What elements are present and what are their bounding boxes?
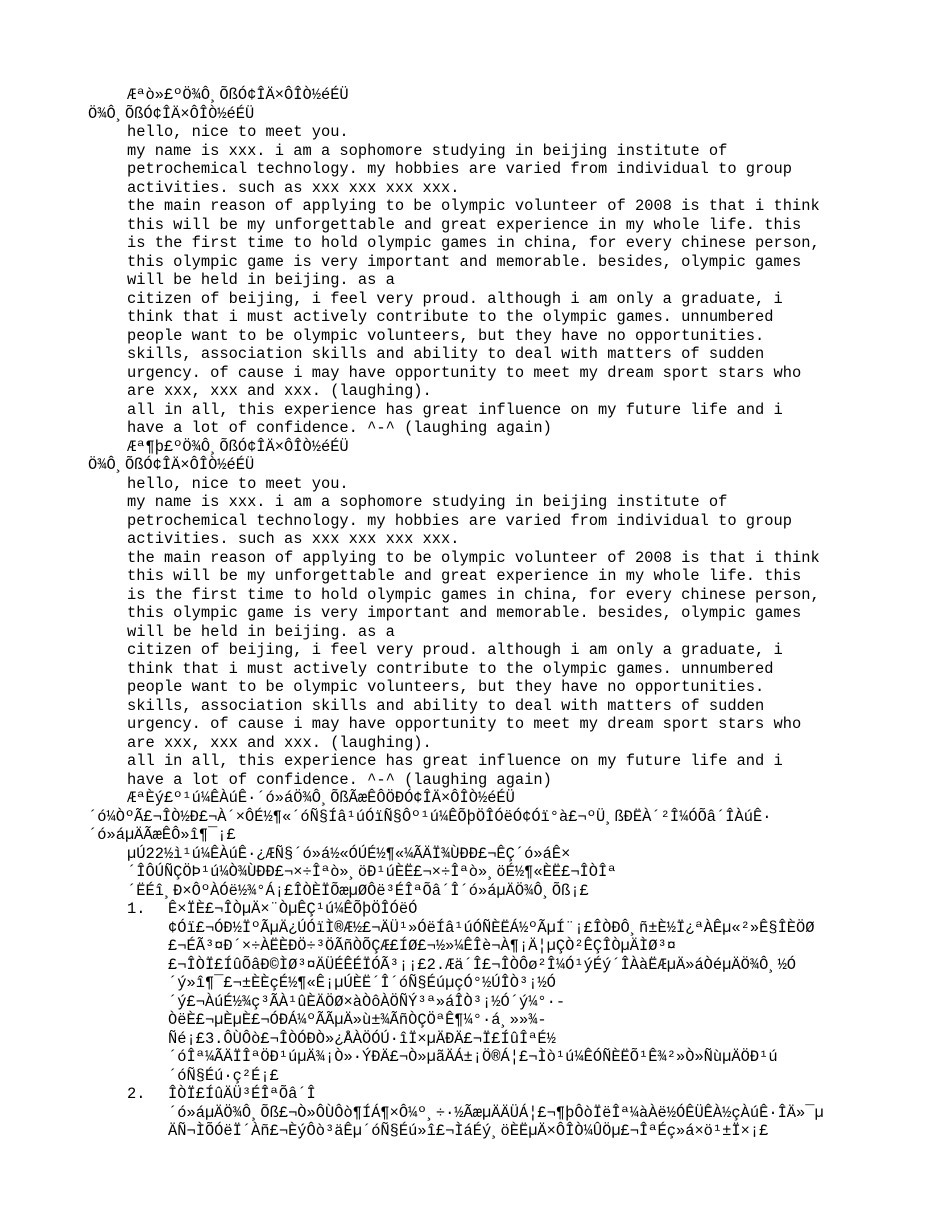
line-text: Æª¶þ£ºÖ¾Ô¸ÕßÓ¢ÎÄ×ÔÎÒ½éÉÜ [127, 437, 349, 456]
text-line [0, 993, 950, 1012]
line-text: citizen of beijing, i feel very proud. although i am only a graduate, i [127, 641, 783, 659]
line-text: Ö¾Ô¸ÕßÓ¢ÎÄ×ÔÎÒ½éÉÜ [88, 456, 255, 474]
line-text: are xxx, xxx and xxx. (laughing). [127, 382, 432, 400]
line-text: this olympic game is very important and memorable. besides, olympic games [127, 252, 802, 271]
text-line [0, 1067, 950, 1086]
line-text: urgency. of cause i may have opportunity to meet my dream sport stars who [127, 715, 802, 733]
line-text: the main reason of applying to be olympic volunteer of 2008 is that i think [127, 548, 820, 567]
text-line [0, 86, 950, 105]
line-text: skills, association skills and ability to deal with matters of sudden [127, 345, 765, 363]
line-text: petrochemical technology. my hobbies are varied from individual to group [127, 511, 792, 530]
text-line [0, 1122, 950, 1141]
text-line [0, 900, 950, 919]
line-text: ´ËÉî¸Ð×ÔºÀÓë½¾°Á¡£ÎÒÈÏÕæµØÔë³ÉÎªÕâ´Î´ó»áµÄÖ¾Ô¸Õß¡£ [127, 881, 589, 900]
line-text: hello, nice to meet you. [127, 123, 349, 141]
text-line [0, 456, 950, 475]
text-line [0, 697, 950, 716]
line-text: ÄÑ¬ÌÕÓëÏ´Àñ£¬ÈýÔò³äÊµ´óÑ§Éú»î£¬ÌáÉý¸öÈËµÄ×ÔÎÒ¼ÛÖµ£¬ÎªÉç»á×ö¹±Ï×¡£ [168, 1122, 769, 1140]
text-line [0, 105, 950, 124]
text-line [0, 604, 950, 623]
text-line [0, 493, 950, 512]
text-line [0, 160, 950, 179]
text-line [0, 789, 950, 808]
line-text: hello, nice to meet you. [127, 474, 349, 493]
line-text: the main reason of applying to be olympic volunteer of 2008 is that i think [127, 197, 820, 215]
line-text: Ñé¡£3.ÔÙÔò£¬ÎÒÓÐÒ»¿ÅÀÖÓÚ·îÏ×µÄÐÄ£¬Ï£ÍûÎªÉ½ [168, 1029, 556, 1048]
line-text: all in all, this experience has great influence on my future life and i [127, 400, 783, 419]
text-line [0, 882, 950, 901]
line-text: urgency. of cause i may have opportunity to meet my dream sport stars who [127, 363, 802, 382]
line-text: will be held in beijing. as a [127, 622, 395, 641]
text-line [0, 752, 950, 771]
line-text: activities. such as xxx xxx xxx xxx. [127, 530, 460, 548]
line-text: all in all, this experience has great influence on my future life and i [127, 752, 783, 770]
text-line [0, 1048, 950, 1067]
text-line [0, 123, 950, 142]
text-line [0, 271, 950, 290]
text-line [0, 863, 950, 882]
text-line [0, 808, 950, 827]
line-text: ÆªÈý£º¹ú¼ÊÀúÊ·´ó»áÖ¾Ô¸ÕßÃæÊÔÖÐÓ¢ÎÄ×ÔÎÒ½éÉÜ [127, 789, 515, 807]
list-number: 1. [127, 900, 146, 918]
line-text: skills, association skills and ability to deal with matters of sudden [127, 696, 765, 715]
line-text: this olympic game is very important and memorable. besides, olympic games [127, 604, 802, 622]
line-text: Æªò»£ºÖ¾Ô¸ÕßÓ¢ÎÄ×ÔÎÒ½éÉÜ [127, 86, 349, 104]
line-text: have a lot of confidence. ^-^ (laughing again) [127, 419, 552, 437]
text-line [0, 401, 950, 420]
line-text: this will be my unforgettable and great experience in my whole life. this [127, 215, 802, 234]
line-text: ´ý»î¶¯£¬±ÈÈçÉ½¶«Ê¡µÚÈË´Î´óÑ§ÉúµçÓ°½ÚÎÒ³¡½Ó [168, 974, 556, 992]
text-line [0, 179, 950, 198]
line-text: ´ó¼ÒºÃ£¬ÎÒ½Ð£¬À´×ÔÉ½¶«´óÑ§Íâ¹úÓïÑ§Ôº¹ú¼ÊÕþÖÎÓëÓ¢Óï°à£¬ºÜ¸ßÐËÀ´²Î¼ÓÕâ´ÎÀúÊ· [88, 807, 772, 826]
line-text: petrochemical technology. my hobbies are varied from individual to group [127, 160, 792, 178]
line-text: have a lot of confidence. ^-^ (laughing again) [127, 770, 552, 789]
line-text: ¢Óï£¬ÓÐ½ÏºÃµÄ¿ÚÓïÌ®Æ½£¬ÄÜ¹»ÓëÍâ¹úÓÑÈËÁ½ºÃµÍ¨¡£ÎÒÐÔ¸ñ±È½Ï¿ªÀÊµ«²»Ê§ÎÈÖØ [168, 918, 815, 937]
text-line [0, 771, 950, 790]
text-line [0, 974, 950, 993]
line-text: are xxx, xxx and xxx. (laughing). [127, 733, 432, 752]
line-text: my name is xxx. i am a sophomore studying in beijing institute of [127, 493, 728, 511]
text-line [0, 1085, 950, 1104]
text-line [0, 253, 950, 272]
text-line [0, 678, 950, 697]
text-line [0, 364, 950, 383]
text-line [0, 1030, 950, 1049]
line-text: ´óÎª¼ÃÄÏÎªÖÐ¹úµÄ¾¡Ò»·ÝÐÄ£¬Ò»µãÄÁ±¡Ö®Á¦£¬Ìò¹ú¼ÊÓÑÈËÕ¹Ê¾²»Ò»ÑùµÄÖÐ¹ú [168, 1048, 778, 1066]
text-line [0, 197, 950, 216]
line-text: µÚ22½ì¹ú¼ÊÀúÊ·¿ÆÑ§´ó»á½«ÓÚÉ½¶«¼ÃÄÏ¾ÙÐÐ£¬ÊÇ´ó»áÊ× [127, 844, 571, 863]
text-line [0, 1011, 950, 1030]
text-line [0, 419, 950, 438]
line-text: ´ý£¬ÀúÉ½¾ç³ÃÀ¹ûÈÄÖØ×àÒôÀÖÑÝ³ª»áÎÒ³¡½Ó´ý¼°·- [168, 992, 566, 1011]
text-line [0, 234, 950, 253]
line-text: £¬ÎÒÏ£ÍûÕâÐ©ÌØ³¤ÄÜÉÊÉÏÓÃ³¡¡£2.Æä´Î£¬ÎÒÔø²Î¼Ó¹ýÉý´ÎÀàËÆµÄ»áÒéµÄÖ¾Ô¸½Ó [168, 955, 797, 974]
line-text: ÒëÈ£¬µÈµÈ£¬ÓÐÁ¼ºÃÃµÄ»ù±¾ÃñÒÇÖªÊ¶¼°·á¸»»¾- [168, 1011, 547, 1029]
text-line [0, 308, 950, 327]
text-line [0, 512, 950, 531]
line-text: is the first time to hold olympic games in china, for every chinese person, [127, 234, 820, 252]
text-line [0, 919, 950, 938]
text-line [0, 845, 950, 864]
line-text: this will be my unforgettable and great experience in my whole life. this [127, 567, 802, 585]
text-line [0, 734, 950, 753]
line-text: is the first time to hold olympic games in china, for every chinese person, [127, 585, 820, 604]
text-line [0, 956, 950, 975]
list-number: 2. [127, 1085, 146, 1103]
line-text: £¬ÉÃ³¤Ð´×÷ÀËÈÐÖ÷³ÖÃñÒÕÇÆ£ÍØ£¬½»¼ÊÎè¬À¶¡Ä¦µÇÒ²ÊÇÎÒµÄÌØ³¤ [168, 937, 676, 955]
text-line [0, 826, 950, 845]
text-line [0, 327, 950, 346]
text-line [0, 567, 950, 586]
text-line [0, 937, 950, 956]
text-line [0, 623, 950, 642]
line-text: ÎÒÏ£ÍûÄÜ³ÉÎªÕâ´Î [168, 1085, 316, 1103]
text-line [0, 290, 950, 309]
line-text: people want to be olympic volunteers, but they have no opportunities. [127, 326, 765, 345]
line-text: will be held in beijing. as a [127, 271, 395, 289]
line-text: Ö¾Ô¸ÕßÓ¢ÎÄ×ÔÎÒ½éÉÜ [88, 104, 255, 123]
text-line [0, 586, 950, 605]
text-line [0, 1104, 950, 1123]
text-line [0, 641, 950, 660]
line-text: people want to be olympic volunteers, but they have no opportunities. [127, 678, 765, 696]
text-line [0, 549, 950, 568]
line-text: ´ó»áµÄÃæÊÔ»î¶¯¡£ [88, 826, 236, 844]
text-line [0, 216, 950, 235]
text-line [0, 475, 950, 494]
text-line [0, 530, 950, 549]
line-text: my name is xxx. i am a sophomore studying in beijing institute of [127, 141, 728, 160]
line-text: ´óÑ§Éú·ç²É¡£ [168, 1066, 279, 1085]
text-line [0, 660, 950, 679]
text-line [0, 142, 950, 161]
line-text: ´ÎÔÚÑÇÖÞ¹ú¼Ò¾ÙÐÐ£¬×÷Îªò»¸öÐ¹úÈË£¬×÷Îªò»¸öÉ½¶«ÈË£¬ÎÒÎª [127, 863, 617, 881]
text-line [0, 715, 950, 734]
text-line [0, 345, 950, 364]
line-text: citizen of beijing, i feel very proud. although i am only a graduate, i [127, 289, 783, 308]
line-text: activities. such as xxx xxx xxx xxx. [127, 178, 460, 197]
text-line [0, 438, 950, 457]
line-text: ´ó»áµÄÖ¾Ô¸Õß£¬Ò»ÔÙÔò¶ÍÁ¶×Ô¼º¸÷·½ÃæµÄÄÜÁ¦£¬¶þÔòÏëÎª¼àÀë½ÓÊÜÊÀ½çÀúÊ·ÎÄ»¯µ [168, 1103, 824, 1122]
line-text: think that i must actively contribute to the olympic games. unnumbered [127, 659, 774, 678]
line-text: Ê×ÏÈ£¬ÎÒµÄ×¨ÒµÊÇ¹ú¼ÊÕþÖÎÓëÓ [168, 900, 418, 918]
text-line [0, 382, 950, 401]
line-text: think that i must actively contribute to the olympic games. unnumbered [127, 308, 774, 326]
